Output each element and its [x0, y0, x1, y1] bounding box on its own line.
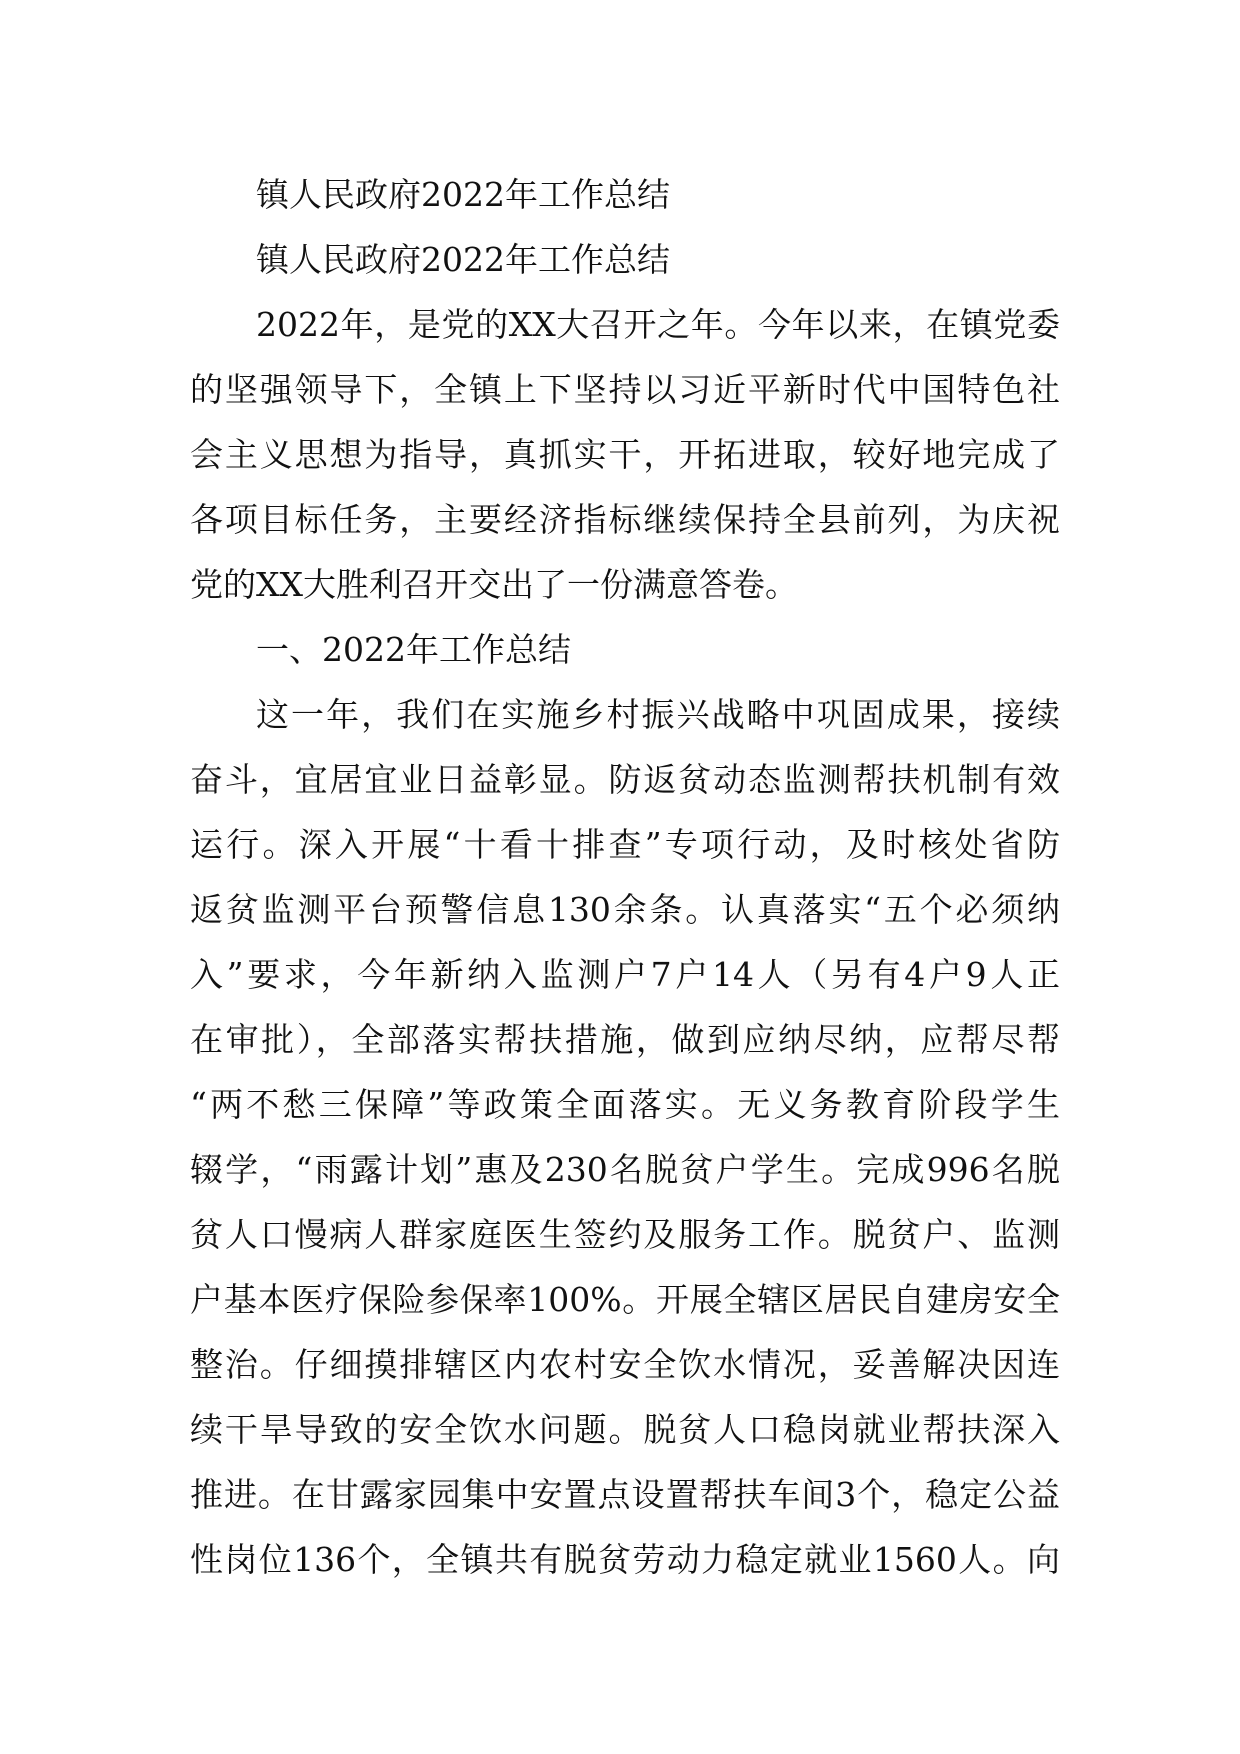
body-paragraph: [190, 682, 1060, 1592]
paragraph-line: 返贫监测平台预警信息130余条。认真落实“五个必须纳: [190, 890, 1060, 929]
paragraph-line: 在审批），全部落实帮扶措施，做到应纳尽纳，应帮尽帮: [190, 1020, 1060, 1059]
document-title: 镇人民政府2022年工作总结: [256, 175, 670, 214]
paragraph-line: 续干旱导致的安全饮水问题。脱贫人口稳岗就业帮扶深入: [190, 1410, 1060, 1449]
paragraph-line: 户基本医疗保险参保率100%。开展全辖区居民自建房安全: [190, 1280, 1060, 1319]
document-subtitle: 镇人民政府2022年工作总结: [256, 240, 670, 279]
intro-paragraph: [190, 292, 1060, 617]
section-heading: 一、2022年工作总结: [256, 630, 571, 669]
paragraph-line: 运行。深入开展“十看十排查”专项行动，及时核处省防: [190, 825, 1060, 864]
document-page: [190, 162, 1060, 1592]
paragraph-line: 这一年，我们在实施乡村振兴战略中巩固成果，接续: [256, 695, 1060, 734]
paragraph-line: 党的XX大胜利召开交出了一份满意答卷。: [190, 565, 798, 604]
paragraph-line: 的坚强领导下，全镇上下坚持以习近平新时代中国特色社: [190, 370, 1060, 409]
paragraph-line: 推进。在甘露家园集中安置点设置帮扶车间3个，稳定公益: [190, 1475, 1060, 1514]
paragraph-line: 辍学，“雨露计划”惠及230名脱贫户学生。完成996名脱: [190, 1150, 1060, 1189]
paragraph-line: 会主义思想为指导，真抓实干，开拓进取，较好地完成了: [190, 435, 1060, 474]
paragraph-line: 整治。仔细摸排辖区内农村安全饮水情况，妥善解决因连: [190, 1345, 1060, 1384]
paragraph-line: 入”要求，今年新纳入监测户7户14人（另有4户9人正: [190, 955, 1060, 994]
paragraph-line: 各项目标任务，主要经济指标继续保持全县前列，为庆祝: [190, 500, 1060, 539]
paragraph-line: 性岗位136个，全镇共有脱贫劳动力稳定就业1560人。向: [190, 1540, 1060, 1579]
paragraph-line: 2022年，是党的XX大召开之年。今年以来，在镇党委: [256, 305, 1060, 344]
paragraph-line: 奋斗，宜居宜业日益彰显。防返贫动态监测帮扶机制有效: [190, 760, 1060, 799]
paragraph-line: “两不愁三保障”等政策全面落实。无义务教育阶段学生: [190, 1085, 1060, 1124]
paragraph-line: 贫人口慢病人群家庭医生签约及服务工作。脱贫户、监测: [190, 1215, 1060, 1254]
